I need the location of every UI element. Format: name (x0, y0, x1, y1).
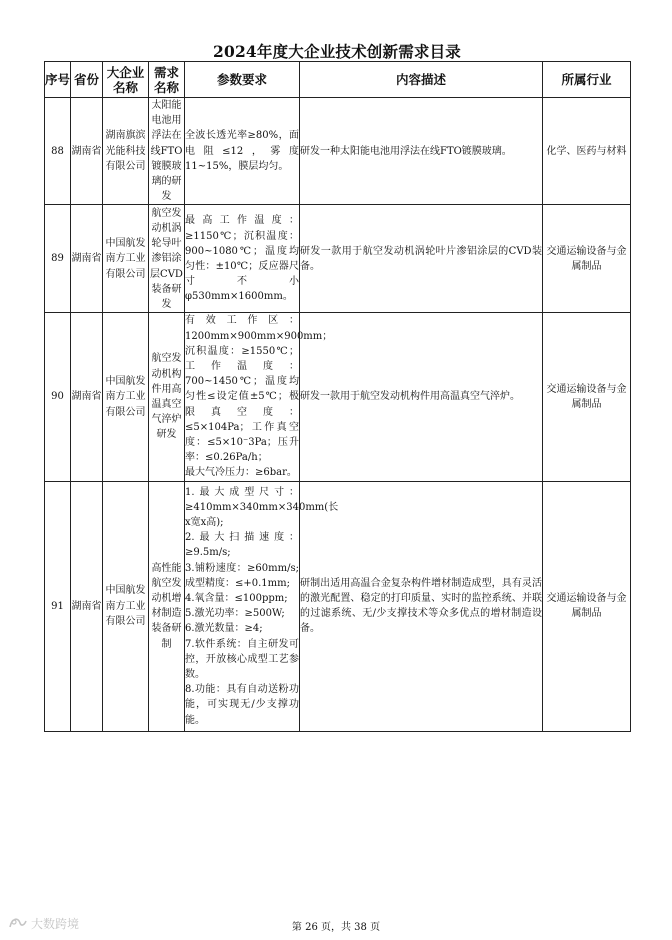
row-need: 高性能航空发动机增材制造装备研制 (149, 481, 185, 731)
row-need: 航空发动机构件用高温真空气淬炉研发 (149, 313, 185, 481)
header-need: 需求名称 (149, 62, 185, 98)
row-description: 研发一种太阳能电池用浮法在线FTO镀膜玻璃。 (300, 98, 543, 205)
row-description: 研发一款用于航空发动机涡轮叶片渗铝涂层的CVD装备。 (300, 205, 543, 313)
row-params (185, 481, 339, 731)
table-header-row (45, 62, 631, 98)
param-line: 4.氧含量：≤100ppm; (185, 592, 288, 604)
row-industry: 交通运输设备与金属制品 (543, 205, 631, 313)
row-province: 湖南省 (71, 98, 103, 205)
param-line: 有效工作区：1200mm×900mm×900mm；沉积温度：≥1550℃；工作温度：700~1450℃；温度均匀性≤设定值±5℃；极限真空度：≤5×104Pa；工作真空度：≤5×10⁻3Pa；压升率：≤0.26Pa/h； (185, 315, 333, 464)
row-enterprise: 中国航发南方工业有限公司 (103, 313, 149, 481)
table-row (45, 98, 631, 205)
row-seq: 89 (45, 205, 71, 313)
row-params (185, 205, 300, 313)
param-line: 全波长透光率≥80%，面电阻≤12，雾度11~15%，膜层均匀。 (185, 130, 299, 172)
header-seq: 序号 (45, 62, 71, 98)
param-line: 最高工作温度：≥1150℃；沉积温度：900~1080℃；温度均匀性：±10℃；反应器尺寸不小φ530mm×1600mm。 (185, 215, 299, 303)
table-row (45, 205, 631, 313)
row-description: 研发一款用于航空发动机构件用高温真空气淬炉。 (300, 313, 543, 481)
row-need: 太阳能电池用浮法在线FTO镀膜玻璃的研发 (149, 98, 185, 205)
header-params: 参数要求 (185, 62, 300, 98)
header-enterprise: 大企业名称 (103, 62, 149, 98)
table-row (45, 481, 631, 731)
page-footer: 第 26 页，共 38 页 (291, 922, 381, 933)
row-industry: 交通运输设备与金属制品 (543, 313, 631, 481)
row-province: 湖南省 (71, 313, 103, 481)
row-params (185, 98, 300, 205)
param-line: 1.最大成型尺寸：≥410mm×340mm×340mm(长x宽x高); (185, 486, 339, 528)
row-description: 研制出适用高温合金复杂构件增材制造成型，具有灵活的激光配置、稳定的打印质量、实时的监控系统、并联的过滤系统、无/少支撑技术等众多优点的增材制造设备。 (300, 481, 543, 731)
param-line: 最大气冷压力：≥6bar。 (185, 467, 297, 479)
watermark-text: 大数跨境 (31, 916, 80, 931)
row-enterprise: 湖南旗滨光能科技有限公司 (103, 98, 149, 205)
param-line: 2.最大扫描速度：≥9.5m/s; (185, 532, 299, 559)
row-enterprise: 中国航发南方工业有限公司 (103, 481, 149, 731)
row-seq: 88 (45, 98, 71, 205)
row-province: 湖南省 (71, 481, 103, 731)
row-industry: 化学、医药与材料 (543, 98, 631, 205)
row-seq: 91 (45, 481, 71, 731)
param-line: 3.铺粉速度：≥60mm/s;成型精度：≤+0.1mm; (185, 562, 299, 589)
requirements-table (44, 61, 631, 732)
row-enterprise: 中国航发南方工业有限公司 (103, 205, 149, 313)
row-need: 航空发动机涡轮导叶渗铝涂层CVD装备研发 (149, 205, 185, 313)
param-line: 8.功能：具有自动送粉功能，可实现无/少支撑功能。 (185, 684, 299, 726)
row-province: 湖南省 (71, 205, 103, 313)
row-params (185, 313, 333, 481)
page-title: 2024年度大企业技术创新需求目录 (212, 42, 462, 61)
row-seq: 90 (45, 313, 71, 481)
param-line: 6.激光数量：≥4; (185, 623, 263, 635)
param-line: 7.软件系统：自主研发可控，开放核心成型工艺参数。 (185, 638, 299, 680)
table-row (45, 313, 631, 481)
param-line: 5.激光功率：≥500W; (185, 608, 285, 620)
header-description: 内容描述 (300, 62, 543, 98)
row-industry: 交通运输设备与金属制品 (543, 481, 631, 731)
header-province: 省份 (71, 62, 103, 98)
header-industry: 所属行业 (543, 62, 631, 98)
